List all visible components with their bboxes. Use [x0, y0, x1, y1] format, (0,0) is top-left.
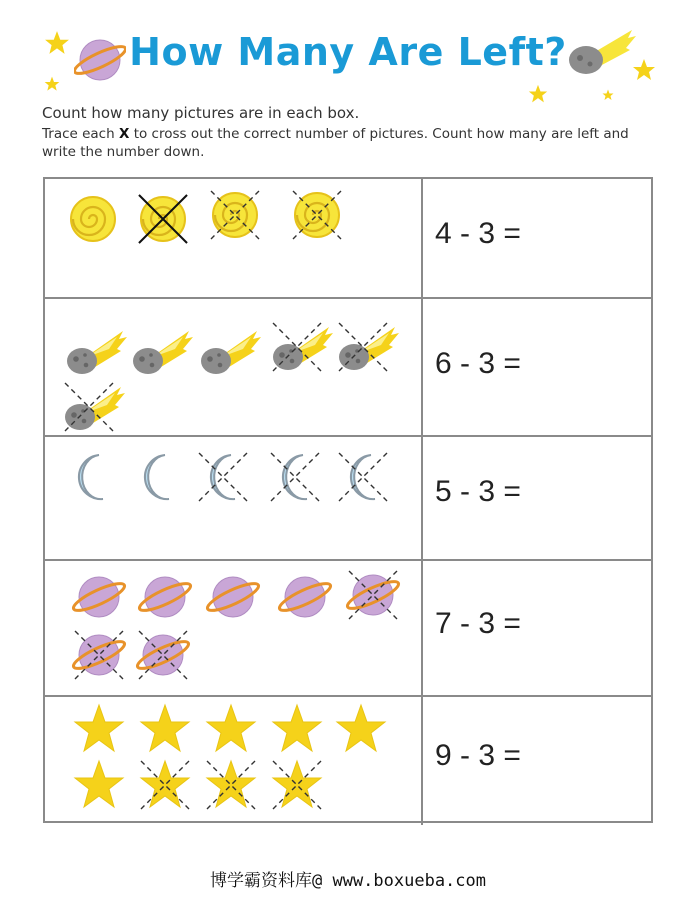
sun-swirl-icon[interactable] [291, 189, 343, 241]
moon-icon[interactable] [197, 451, 249, 503]
answer-box[interactable] [421, 179, 653, 297]
moon-icon[interactable] [269, 451, 321, 503]
star-icon [602, 88, 614, 100]
equation: 4 - 3 = [435, 217, 521, 250]
answer-box[interactable] [421, 697, 653, 825]
star-icon [44, 76, 60, 92]
pictures-box [45, 561, 421, 695]
equation: 9 - 3 = [435, 739, 521, 772]
planet-icon[interactable] [207, 571, 259, 623]
moon-icon[interactable] [131, 451, 183, 503]
planet-icon[interactable] [279, 571, 331, 623]
star-icon[interactable] [205, 759, 257, 811]
star-icon[interactable] [139, 759, 191, 811]
pictures-box [45, 697, 421, 825]
star-icon[interactable] [139, 703, 191, 755]
star-icon[interactable] [335, 703, 387, 755]
problem-row-3 [45, 435, 651, 559]
moon-icon[interactable] [337, 451, 389, 503]
planet-icon[interactable] [73, 571, 125, 623]
pictures-box [45, 299, 421, 435]
star-icon[interactable] [73, 759, 125, 811]
planet-icon[interactable] [347, 569, 399, 621]
star-icon[interactable] [205, 703, 257, 755]
instruction-line-2: Trace each X to cross out the correct number of pictures. Count how many are left and write the number down. [42, 126, 629, 160]
problem-row-4 [45, 559, 651, 695]
planet-icon[interactable] [137, 629, 189, 681]
sun-swirl-icon[interactable] [209, 189, 261, 241]
instruction-line-1: Count how many pictures are in each box. [42, 104, 360, 122]
comet-icon[interactable] [271, 321, 323, 373]
comet-icon[interactable] [337, 321, 389, 373]
answer-box[interactable] [421, 561, 653, 695]
comet-icon[interactable] [199, 325, 251, 377]
answer-box[interactable] [421, 299, 653, 435]
equation: 7 - 3 = [435, 607, 521, 640]
footer-watermark: 博学霸资料库@ www.boxueba.com [210, 871, 486, 891]
problem-row-2 [45, 297, 651, 435]
comet-icon[interactable] [65, 325, 117, 377]
star-icon[interactable] [271, 703, 323, 755]
problem-row-1 [45, 179, 651, 297]
problem-row-5 [45, 695, 651, 825]
pictures-box [45, 437, 421, 559]
worksheet-grid [43, 177, 653, 823]
answer-box[interactable] [421, 437, 653, 559]
sun-swirl-icon[interactable] [137, 193, 189, 245]
star-icon[interactable] [271, 759, 323, 811]
moon-icon[interactable] [65, 451, 117, 503]
star-icon[interactable] [73, 703, 125, 755]
pictures-box [45, 179, 421, 297]
planet-icon[interactable] [139, 571, 191, 623]
page-title: How Many Are Left? [129, 30, 567, 74]
equation: 6 - 3 = [435, 347, 521, 380]
planet-icon[interactable] [73, 629, 125, 681]
equation: 5 - 3 = [435, 475, 521, 508]
star-icon [528, 84, 548, 104]
comet-icon[interactable] [131, 325, 183, 377]
comet-icon[interactable] [63, 381, 115, 433]
sun-swirl-icon[interactable] [67, 193, 119, 245]
